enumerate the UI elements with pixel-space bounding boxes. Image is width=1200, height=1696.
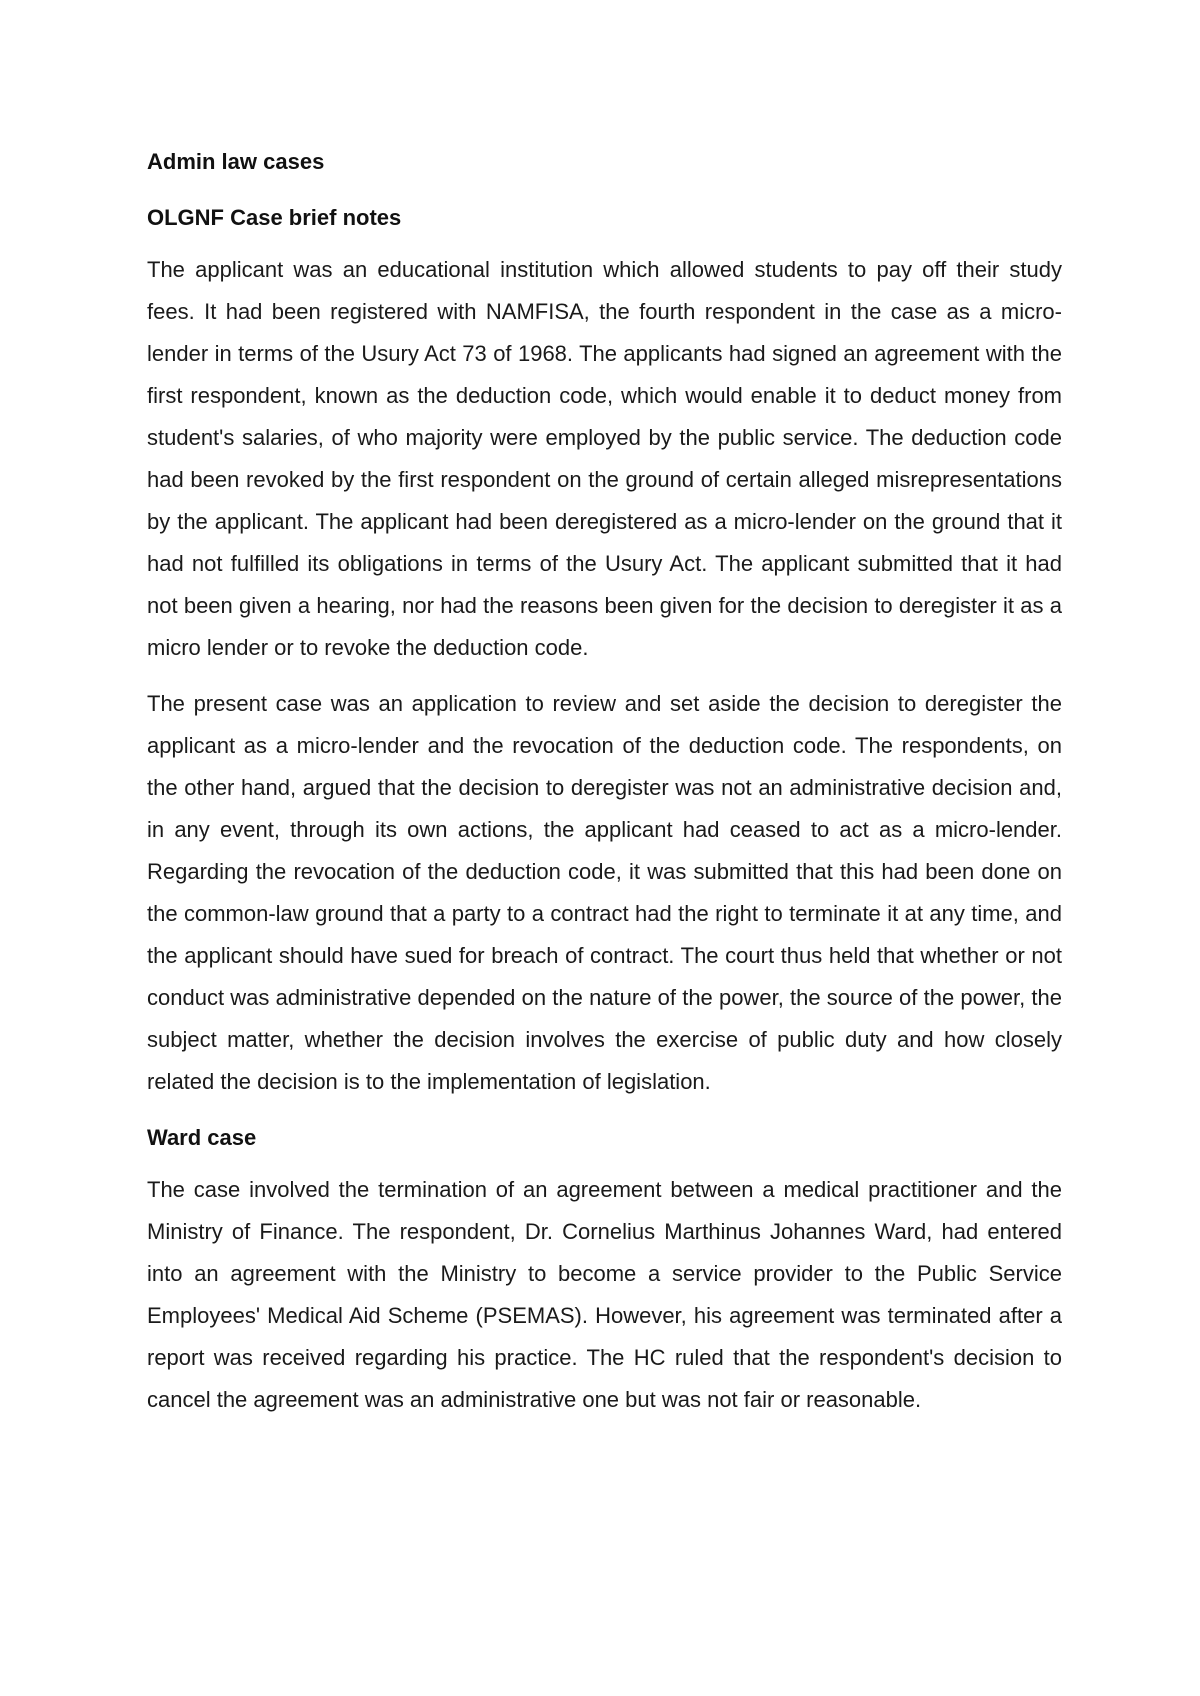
olgnf-paragraph-1: The applicant was an educational institution which allowed students to pay off their study fees. It had been registered with NAMFISA, the fourth respondent in the case as a micro-lender in terms of the Usury Act 73 of 1968. The applicants had signed an agreement with the first respondent, known as the deduction code, which would enable it to deduct money from student's salaries, of who majority were employed by the public service. The deduction code had been revoked by the first respondent on the ground of certain alleged misrepresentations by the applicant. The applicant had been deregistered as a micro-lender on the ground that it had not fulfilled its obligations in terms of the Usury Act. The applicant submitted that it had not been given a hearing, nor had the reasons been given for the decision to deregister it as a micro lender or to revoke the deduction code. (147, 257, 1062, 660)
section-heading-olgnf: OLGNF Case brief notes (147, 205, 402, 230)
olgnf-paragraph-2: The present case was an application to review and set aside the decision to deregister the applicant as a micro-lender and the revocation of the deduction code. The respondents, on the other hand, argued that the decision to deregister was not an administrative decision and, in any event, through its own actions, the applicant had ceased to act as a micro-lender. Regarding the revocation of the deduction code, it was submitted that this had been done on the common-law ground that a party to a contract had the right to terminate it at any time, and the applicant should have sued for breach of contract. The court thus held that whether or not conduct was administrative depended on the nature of the power, the source of the power, the subject matter, whether the decision involves the exercise of public duty and how closely related the decision is to the implementation of legislation. (147, 691, 1062, 1094)
section-heading-ward: Ward case (147, 1125, 257, 1150)
ward-paragraph-1: The case involved the termination of an agreement between a medical practitioner and the Ministry of Finance. The respondent, Dr. Cornelius Marthinus Johannes Ward, had entered into an agreement with the Ministry to become a service provider to the Public Service Employees' Medical Aid Scheme (PSEMAS). However, his agreement was terminated after a report was received regarding his practice. The HC ruled that the respondent's decision to cancel the agreement was an administrative one but was not fair or reasonable. (147, 1177, 1062, 1412)
document-title: Admin law cases (147, 149, 325, 174)
